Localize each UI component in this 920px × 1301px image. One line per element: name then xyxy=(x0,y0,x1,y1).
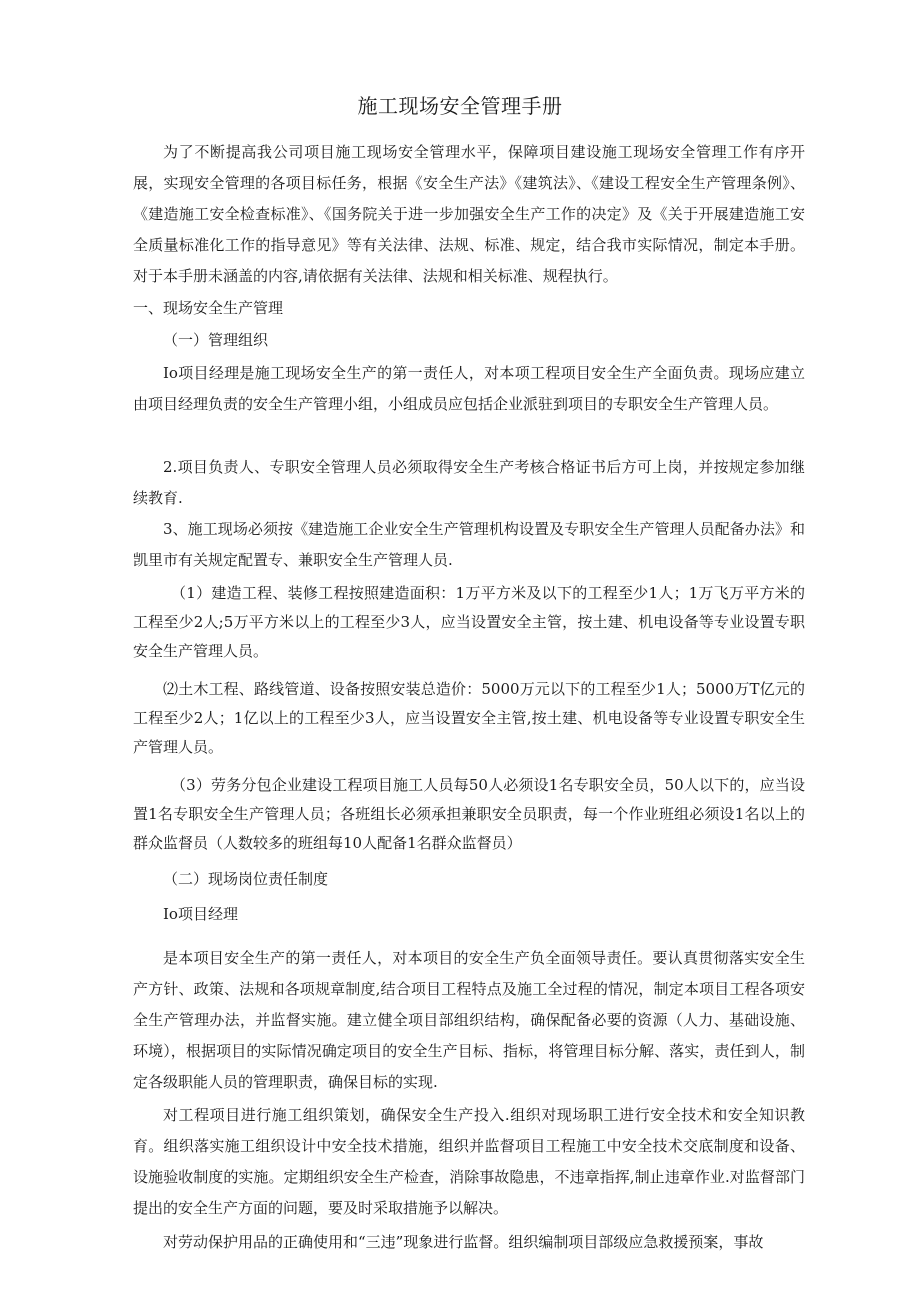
paragraph-manager-duties-1: 是本项目安全生产的第一责任人，对本项目的安全生产负全面领导责任。要认真贯彻落实安全生产方针、政策、法规和各项规章制度,结合项目工程特点及施工全过程的情况，制定本项目工程各项安全生产管理办法，并监督实施。建立健全项目部组织结构，确保配备必要的资源（人力、基础设施、环境），根据项目的实际情况确定项目的安全生产目标、指标，将管理目标分解、落实，责任到人，制定各级职能人员的管理职责，确保目标的实现. xyxy=(133,949,805,1091)
paragraph-subitem-2: ⑵土木工程、路线管道、设备按照安装总造价：5000万元以下的工程至少1人；5000万T亿元的工程至少2人；1亿以上的工程至少3人，应当设置安全主管,按土建、机电设备等专业设置专职安全生产管理人员。 xyxy=(133,680,805,756)
role-heading-project-manager: Io项目经理 xyxy=(163,905,238,923)
paragraph-manager-duties-3: 对劳动保护用品的正确使用和“三违”现象进行监督。组织编制项目部级应急救援预案，事故 xyxy=(163,1233,764,1251)
document-title: 施工现场安全管理手册 xyxy=(357,94,563,118)
paragraph-subitem-3: （3）劳务分包企业建设工程项目施工人员每50人必须设1名专职安全员，50人以下的，应当设置1名专职安全生产管理人员；各班组长必须承担兼职安全员职责，每一个作业班组必须设1名以上的群众监督员（人数较多的班组每10人配备1名群众监督员） xyxy=(133,776,805,852)
paragraph-subitem-1: （1）建造工程、装修工程按照建造面积：1万平方米及以下的工程至少1人；1万飞万平方米的工程至少2人;5万平方米以上的工程至少3人，应当设置安全主管，按土建、机电设备等专业设置专职安全生产管理人员。 xyxy=(133,584,805,660)
intro-paragraph: 为了不断提高我公司项目施工现场安全管理水平，保障项目建设施工现场安全管理工作有序开展，实现安全管理的各项目标任务，根据《安全生产法》《建筑法》、《建设工程安全生产管理条例》、《建造施工安全检查标准》、《国务院关于进一步加强安全生产工作的决定》及《关于开展建造施工安全质量标准化工作的指导意见》等有关法律、法规、标准、规定，结合我市实际情况，制定本手册。对于本手册未涵盖的内容,请依据有关法律、法规和相关标准、规程执行。 xyxy=(133,143,805,285)
paragraph-manager-duties-2: 对工程项目进行施工组织策划，确保安全生产投入.组织对现场职工进行安全技术和安全知识教育。组织落实施工组织设计中安全技术措施，组织并监督项目工程施工中安全技术交底制度和设备、设施验收制度的实施。定期组织安全生产检查，消除事故隐患，不违章指挥,制止违章作业.对监督部门提出的安全生产方面的问题，要及时采取措施予以解决。 xyxy=(133,1106,805,1217)
subsection-heading-responsibility: （二）现场岗位责任制度 xyxy=(163,870,329,888)
paragraph-item-1: Io项目经理是施工现场安全生产的第一责任人，对本项工程项目安全生产全面负责。现场应建立由项目经理负责的安全生产管理小组，小组成员应包括企业派驻到项目的专职安全生产管理人员。 xyxy=(133,364,805,413)
paragraph-item-2: 2.项目负责人、专职安全管理人员必须取得安全生产考核合格证书后方可上岗，并按规定参加继续教育. xyxy=(133,458,805,507)
paragraph-item-3: 3、施工现场必须按《建造施工企业安全生产管理机构设置及专职安全生产管理人员配备办法》和凯里市有关规定配置专、兼职安全生产管理人员. xyxy=(133,520,805,569)
subsection-heading-management: （一）管理组织 xyxy=(163,331,269,349)
section-heading-1: 一、现场安全生产管理 xyxy=(133,299,284,317)
